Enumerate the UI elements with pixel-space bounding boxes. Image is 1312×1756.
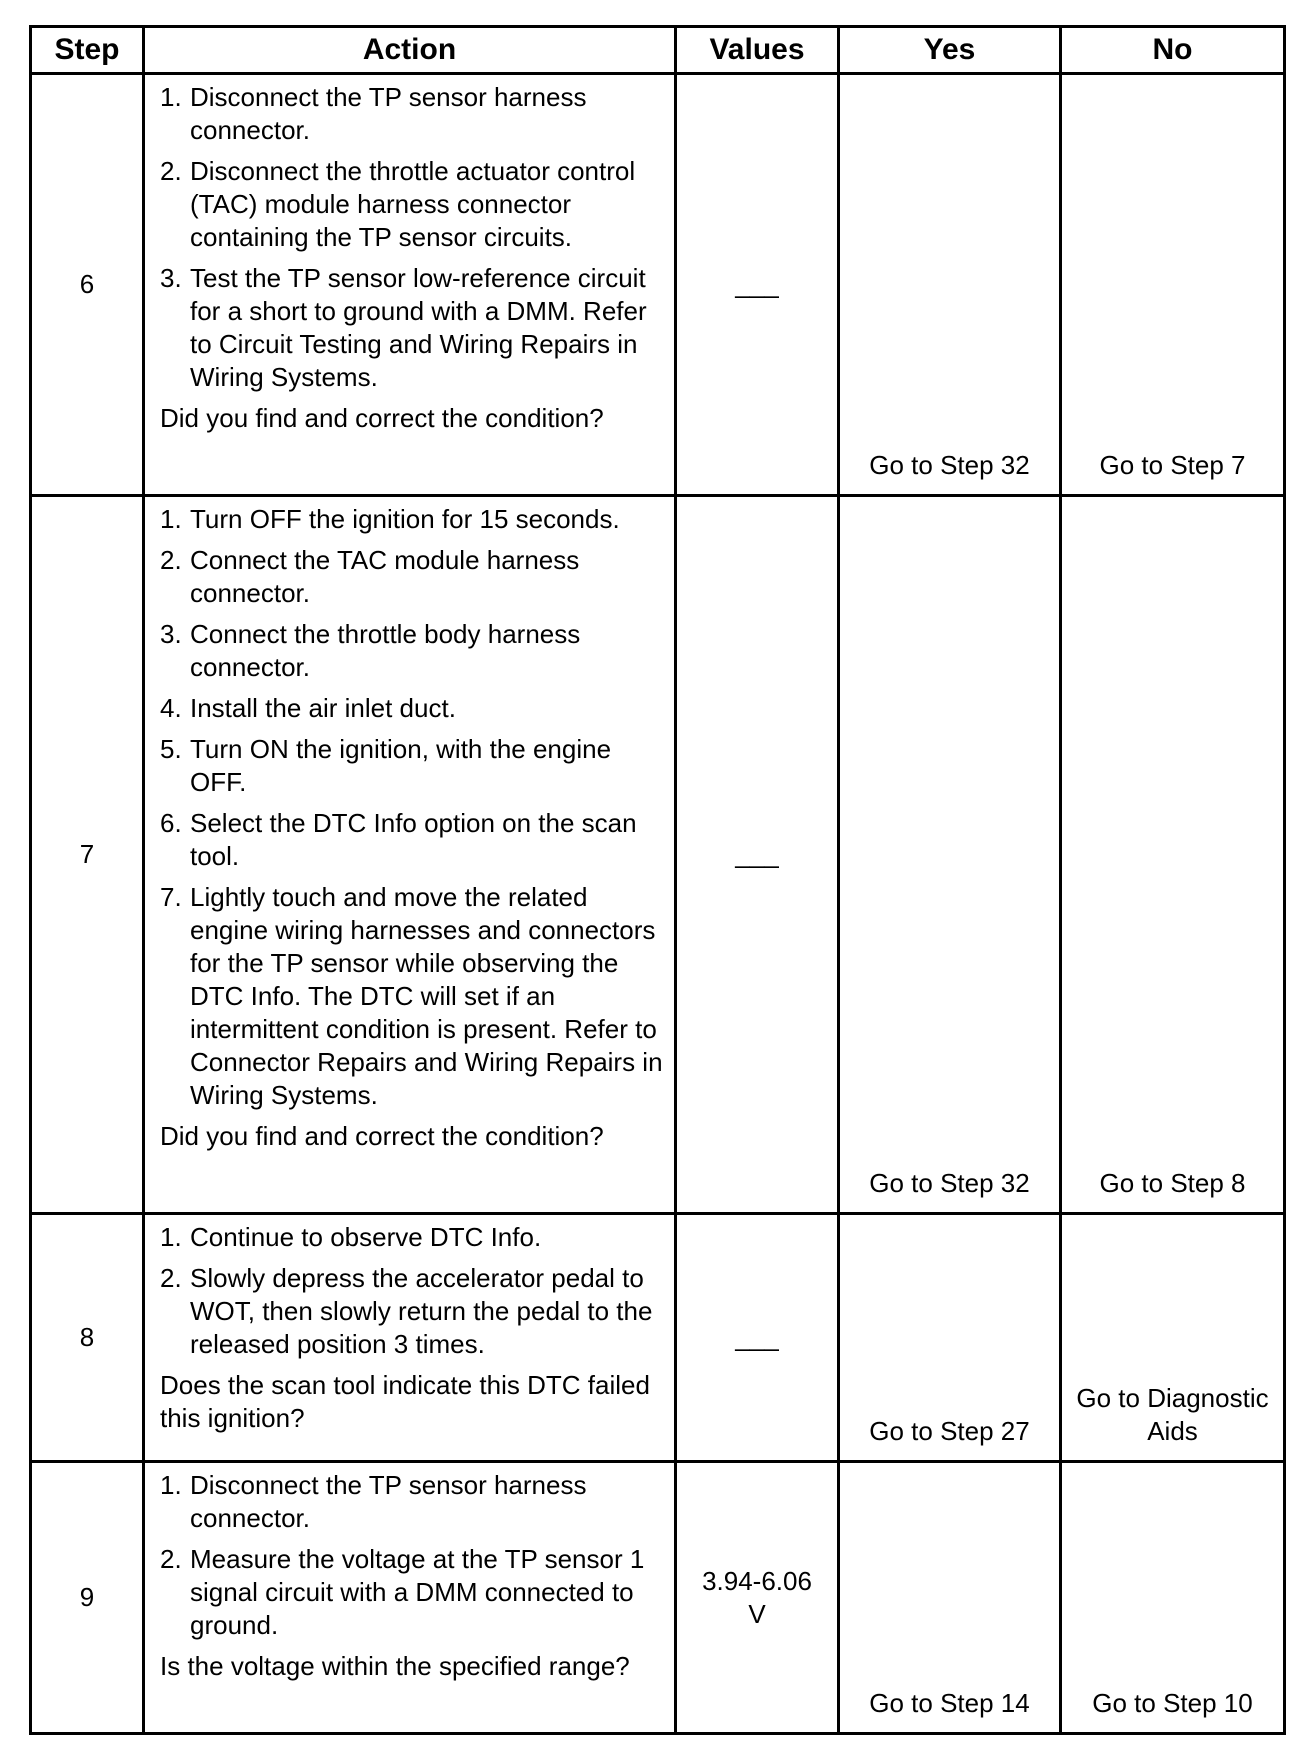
action-item: 1. Disconnect the TP sensor harness connector. [160,1470,587,1533]
yes-cell: Go to Step 14 [839,1462,1061,1734]
action-question: Did you find and correct the condition? [160,403,604,433]
action-item: 3. Connect the throttle body harness connector. [160,619,581,682]
header-values: Values [676,27,839,74]
action-list [160,503,666,1112]
action-item: 1. Disconnect the TP sensor harness connector. [160,82,587,145]
header-row [31,27,1285,74]
no-cell: Go to Step 10 [1061,1462,1285,1734]
value-text: ___ [735,839,779,869]
action-cell [144,1214,676,1462]
table-row [31,1214,1285,1462]
yes-cell: Go to Step 27 [839,1214,1061,1462]
action-question: Is the voltage within the specified range? [160,1651,630,1681]
table-row [31,74,1285,496]
action-item: 4. Install the air inlet duct. [160,693,456,723]
header-step: Step [31,27,144,74]
step-number: 7 [31,496,144,1214]
action-item: 2. Connect the TAC module harness connector. [160,545,580,608]
no-cell: Go to Diagnostic Aids [1061,1214,1285,1462]
action-item: 3. Test the TP sensor low-reference circuit for a short to ground with a DMM. Refer to Circuit Testing and Wiring Repairs in Wiring Systems. [160,263,647,392]
table-row [31,1462,1285,1734]
step-number: 9 [31,1462,144,1734]
action-cell [144,1462,676,1734]
no-cell: Go to Step 8 [1061,496,1285,1214]
value-text: ___ [735,1322,779,1352]
action-list [160,1221,666,1361]
action-item: 6. Select the DTC Info option on the scan tool. [160,808,637,871]
yes-cell: Go to Step 32 [839,74,1061,496]
action-list [160,81,666,394]
values-cell [676,496,839,1214]
values-cell [676,74,839,496]
action-cell [144,496,676,1214]
values-cell [676,1214,839,1462]
step-number: 8 [31,1214,144,1462]
header-action: Action [144,27,676,74]
action-item: 2. Slowly depress the accelerator pedal to WOT, then slowly return the pedal to the released position 3 times. [160,1263,653,1359]
no-cell: Go to Step 7 [1061,74,1285,496]
action-question: Does the scan tool indicate this DTC failed this ignition? [160,1370,650,1433]
action-item: 2. Disconnect the throttle actuator control (TAC) module harness connector containing the TP sensor circuits. [160,156,636,252]
step-number: 6 [31,74,144,496]
header-yes: Yes [839,27,1061,74]
action-cell [144,74,676,496]
action-item: 1. Continue to observe DTC Info. [160,1222,542,1252]
action-list [160,1469,666,1642]
action-item: 7. Lightly touch and move the related engine wiring harnesses and connectors for the TP sensor while observing the DTC Info. The DTC will set if an intermittent condition is present. Refer to Connector Repairs and Wiring Repairs in Wiring Systems. [160,882,663,1110]
value-text: 3.94-6.06 V [702,1565,812,1629]
value-text: ___ [735,269,779,299]
values-cell [676,1462,839,1734]
yes-cell: Go to Step 32 [839,496,1061,1214]
action-question: Did you find and correct the condition? [160,1121,604,1151]
action-item: 2. Measure the voltage at the TP sensor 1 signal circuit with a DMM connected to ground. [160,1544,645,1640]
table-row [31,496,1285,1214]
action-item: 1. Turn OFF the ignition for 15 seconds. [160,504,620,534]
diagnostic-table [29,25,1286,1735]
header-no: No [1061,27,1285,74]
action-item: 5. Turn ON the ignition, with the engine OFF. [160,734,612,797]
